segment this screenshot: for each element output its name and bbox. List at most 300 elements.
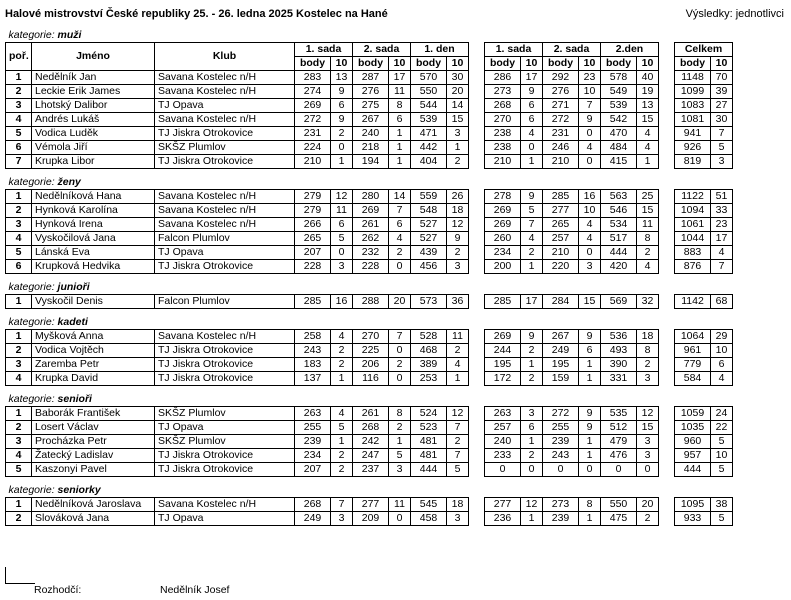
category-name: muži bbox=[57, 29, 82, 41]
set2b-body-cell: 273 bbox=[543, 498, 579, 512]
set2b-body-cell: 271 bbox=[543, 99, 579, 113]
spacer-cell bbox=[6, 274, 790, 282]
day2-body-cell: 542 bbox=[601, 113, 637, 127]
table-row bbox=[6, 155, 790, 169]
total-body-cell: 876 bbox=[675, 260, 711, 274]
spare-cell bbox=[733, 449, 790, 463]
set1-ten-cell: 2 bbox=[331, 358, 353, 372]
set2-ten-cell: 5 bbox=[389, 449, 411, 463]
set1b-ten-cell: 9 bbox=[521, 190, 543, 204]
rank-cell: 4 bbox=[6, 232, 32, 246]
club-cell: TJ Jiskra Otrokovice bbox=[155, 358, 295, 372]
set1b-ten-cell: 0 bbox=[521, 141, 543, 155]
subheader-ten: 10 bbox=[521, 57, 543, 71]
document-subtitle: Výsledky: jednotlivci bbox=[685, 8, 784, 20]
club-cell: Falcon Plumlov bbox=[155, 295, 295, 309]
set2b-ten-cell: 16 bbox=[579, 190, 601, 204]
total-body-cell: 961 bbox=[675, 344, 711, 358]
day2-body-cell: 420 bbox=[601, 260, 637, 274]
header-name: Jméno bbox=[32, 43, 155, 71]
club-cell: SKŠZ Plumlov bbox=[155, 435, 295, 449]
club-cell: Savana Kostelec n/H bbox=[155, 330, 295, 344]
gap-cell bbox=[469, 449, 485, 463]
day2-ten-cell: 19 bbox=[637, 85, 659, 99]
day2-body-cell: 484 bbox=[601, 141, 637, 155]
set2-body-cell: 194 bbox=[353, 155, 389, 169]
set2b-body-cell: 276 bbox=[543, 85, 579, 99]
club-cell: TJ Jiskra Otrokovice bbox=[155, 260, 295, 274]
gap-cell bbox=[659, 218, 675, 232]
set1b-ten-cell: 1 bbox=[521, 435, 543, 449]
club-cell: TJ Jiskra Otrokovice bbox=[155, 127, 295, 141]
spare-cell bbox=[733, 204, 790, 218]
day2-body-cell: 476 bbox=[601, 449, 637, 463]
gap-cell bbox=[469, 463, 485, 477]
day2-body-cell: 512 bbox=[601, 421, 637, 435]
set2-ten-cell: 7 bbox=[389, 330, 411, 344]
day1-body-cell: 253 bbox=[411, 372, 447, 386]
set2b-ten-cell: 1 bbox=[579, 372, 601, 386]
set1b-body-cell: 234 bbox=[485, 246, 521, 260]
day1-body-cell: 471 bbox=[411, 127, 447, 141]
set1-body-cell: 269 bbox=[295, 99, 331, 113]
total-body-cell: 926 bbox=[675, 141, 711, 155]
set2-ten-cell: 3 bbox=[389, 463, 411, 477]
set1b-body-cell: 285 bbox=[485, 295, 521, 309]
day2-body-cell: 415 bbox=[601, 155, 637, 169]
header-total: Celkem bbox=[675, 43, 733, 57]
set2b-ten-cell: 9 bbox=[579, 407, 601, 421]
day1-body-cell: 524 bbox=[411, 407, 447, 421]
set1b-ten-cell: 5 bbox=[521, 204, 543, 218]
day2-ten-cell: 40 bbox=[637, 71, 659, 85]
gap-cell bbox=[659, 190, 675, 204]
set1-body-cell: 265 bbox=[295, 232, 331, 246]
set2b-body-cell: 0 bbox=[543, 463, 579, 477]
gap-cell bbox=[659, 232, 675, 246]
spare-cell bbox=[733, 99, 790, 113]
table-row bbox=[6, 449, 790, 463]
name-cell: Krupka Libor bbox=[32, 155, 155, 169]
day1-body-cell: 573 bbox=[411, 295, 447, 309]
set1b-ten-cell: 2 bbox=[521, 449, 543, 463]
set1-body-cell: 239 bbox=[295, 435, 331, 449]
day1-body-cell: 545 bbox=[411, 498, 447, 512]
set2b-body-cell: 195 bbox=[543, 358, 579, 372]
day1-ten-cell: 36 bbox=[447, 295, 469, 309]
total-ten-cell: 70 bbox=[711, 71, 733, 85]
set2b-body-cell: 239 bbox=[543, 512, 579, 526]
day2-body-cell: 535 bbox=[601, 407, 637, 421]
set1b-body-cell: 269 bbox=[485, 330, 521, 344]
day1-ten-cell: 18 bbox=[447, 204, 469, 218]
total-ten-cell: 38 bbox=[711, 498, 733, 512]
subheader-spare bbox=[733, 57, 790, 71]
set1b-body-cell: 244 bbox=[485, 344, 521, 358]
header-club: Klub bbox=[155, 43, 295, 71]
day2-ten-cell: 15 bbox=[637, 421, 659, 435]
set2-body-cell: 287 bbox=[353, 71, 389, 85]
set2b-body-cell: 239 bbox=[543, 435, 579, 449]
table-row bbox=[6, 218, 790, 232]
set1-ten-cell: 1 bbox=[331, 372, 353, 386]
day2-body-cell: 549 bbox=[601, 85, 637, 99]
set2b-body-cell: 285 bbox=[543, 190, 579, 204]
set2-ten-cell: 17 bbox=[389, 71, 411, 85]
results-table bbox=[5, 29, 790, 526]
gap-cell bbox=[469, 113, 485, 127]
set2b-ten-cell: 0 bbox=[579, 127, 601, 141]
day1-body-cell: 559 bbox=[411, 190, 447, 204]
set1b-ten-cell: 6 bbox=[521, 421, 543, 435]
set2b-body-cell: 249 bbox=[543, 344, 579, 358]
gap-cell bbox=[659, 498, 675, 512]
day1-ten-cell: 7 bbox=[447, 449, 469, 463]
set1b-ten-cell: 2 bbox=[521, 344, 543, 358]
day1-body-cell: 389 bbox=[411, 358, 447, 372]
category-label bbox=[6, 176, 790, 190]
set2b-body-cell: 277 bbox=[543, 204, 579, 218]
day2-ten-cell: 32 bbox=[637, 295, 659, 309]
total-ten-cell: 33 bbox=[711, 204, 733, 218]
day2-body-cell: 331 bbox=[601, 372, 637, 386]
set2b-ten-cell: 3 bbox=[579, 260, 601, 274]
spare-cell bbox=[733, 232, 790, 246]
day2-ten-cell: 3 bbox=[637, 449, 659, 463]
set1b-body-cell: 238 bbox=[485, 127, 521, 141]
set2b-body-cell: 257 bbox=[543, 232, 579, 246]
total-ten-cell: 5 bbox=[711, 463, 733, 477]
set2-ten-cell: 0 bbox=[389, 344, 411, 358]
day1-ten-cell: 1 bbox=[447, 372, 469, 386]
gap-cell bbox=[469, 127, 485, 141]
set1-body-cell: 243 bbox=[295, 344, 331, 358]
total-body-cell: 1095 bbox=[675, 498, 711, 512]
rank-cell: 2 bbox=[6, 344, 32, 358]
total-ten-cell: 7 bbox=[711, 260, 733, 274]
spare-cell bbox=[733, 246, 790, 260]
set1-ten-cell: 4 bbox=[331, 407, 353, 421]
subheader-body: body bbox=[353, 57, 389, 71]
set1-body-cell: 258 bbox=[295, 330, 331, 344]
spare-cell bbox=[733, 71, 790, 85]
set2-ten-cell: 2 bbox=[389, 246, 411, 260]
set2b-ten-cell: 23 bbox=[579, 71, 601, 85]
total-ten-cell: 17 bbox=[711, 232, 733, 246]
footer-box bbox=[5, 567, 35, 584]
category-row bbox=[6, 281, 790, 295]
table-row bbox=[6, 295, 790, 309]
gap-cell bbox=[469, 512, 485, 526]
total-ten-cell: 6 bbox=[711, 358, 733, 372]
total-body-cell: 1044 bbox=[675, 232, 711, 246]
name-cell: Žatecký Ladislav bbox=[32, 449, 155, 463]
gap-cell bbox=[469, 99, 485, 113]
set2-body-cell: 206 bbox=[353, 358, 389, 372]
set2b-body-cell: 220 bbox=[543, 260, 579, 274]
spare-cell bbox=[733, 358, 790, 372]
club-cell: Savana Kostelec n/H bbox=[155, 85, 295, 99]
club-cell: TJ Jiskra Otrokovice bbox=[155, 344, 295, 358]
gap-cell bbox=[659, 141, 675, 155]
name-cell: Nedělníková Jaroslava bbox=[32, 498, 155, 512]
subheader-ten: 10 bbox=[447, 57, 469, 71]
club-cell: TJ Jiskra Otrokovice bbox=[155, 449, 295, 463]
subheader-body: body bbox=[601, 57, 637, 71]
set1-ten-cell: 5 bbox=[331, 421, 353, 435]
set2-body-cell: 209 bbox=[353, 512, 389, 526]
set1b-ten-cell: 2 bbox=[521, 246, 543, 260]
name-cell: Leckie Erik James bbox=[32, 85, 155, 99]
set1-ten-cell: 6 bbox=[331, 99, 353, 113]
category-label bbox=[6, 29, 790, 43]
day1-ten-cell: 9 bbox=[447, 232, 469, 246]
rank-cell: 4 bbox=[6, 372, 32, 386]
set2b-ten-cell: 10 bbox=[579, 204, 601, 218]
total-body-cell: 941 bbox=[675, 127, 711, 141]
gap-cell bbox=[659, 246, 675, 260]
category-name: senioři bbox=[57, 393, 92, 405]
club-cell: SKŠZ Plumlov bbox=[155, 407, 295, 421]
category-name: kadeti bbox=[57, 316, 88, 328]
table-row bbox=[6, 127, 790, 141]
set1b-body-cell: 238 bbox=[485, 141, 521, 155]
header-spare bbox=[733, 43, 790, 57]
spare-cell bbox=[733, 295, 790, 309]
set1-ten-cell: 6 bbox=[331, 218, 353, 232]
set1b-ten-cell: 4 bbox=[521, 232, 543, 246]
table-row bbox=[6, 512, 790, 526]
total-ten-cell: 39 bbox=[711, 85, 733, 99]
set1b-body-cell: 277 bbox=[485, 498, 521, 512]
category-label bbox=[6, 281, 790, 295]
set1b-ten-cell: 12 bbox=[521, 498, 543, 512]
category-prefix: kategorie: bbox=[8, 316, 55, 328]
category-prefix: kategorie: bbox=[8, 393, 55, 405]
table-row bbox=[6, 141, 790, 155]
day2-ten-cell: 4 bbox=[637, 141, 659, 155]
table-row bbox=[6, 204, 790, 218]
set2b-ten-cell: 1 bbox=[579, 449, 601, 463]
spacer-cell bbox=[6, 477, 790, 485]
name-cell: Lánská Eva bbox=[32, 246, 155, 260]
set1-body-cell: 137 bbox=[295, 372, 331, 386]
rank-cell: 5 bbox=[6, 246, 32, 260]
subheader-body: body bbox=[675, 57, 711, 71]
club-cell: Savana Kostelec n/H bbox=[155, 190, 295, 204]
total-body-cell: 883 bbox=[675, 246, 711, 260]
name-cell: Slováková Jana bbox=[32, 512, 155, 526]
gap-cell bbox=[469, 246, 485, 260]
day1-body-cell: 570 bbox=[411, 71, 447, 85]
total-body-cell: 1094 bbox=[675, 204, 711, 218]
table-row bbox=[6, 435, 790, 449]
day2-body-cell: 493 bbox=[601, 344, 637, 358]
rank-cell: 2 bbox=[6, 204, 32, 218]
gap-cell bbox=[659, 358, 675, 372]
set1-body-cell: 263 bbox=[295, 407, 331, 421]
set2-body-cell: 276 bbox=[353, 85, 389, 99]
name-cell: Vémola Jiří bbox=[32, 141, 155, 155]
set1-ten-cell: 1 bbox=[331, 435, 353, 449]
subheader-body: body bbox=[543, 57, 579, 71]
day1-ten-cell: 5 bbox=[447, 463, 469, 477]
table-row bbox=[6, 99, 790, 113]
set1-body-cell: 274 bbox=[295, 85, 331, 99]
set2b-ten-cell: 9 bbox=[579, 421, 601, 435]
set2b-ten-cell: 4 bbox=[579, 218, 601, 232]
total-body-cell: 444 bbox=[675, 463, 711, 477]
set1-body-cell: 283 bbox=[295, 71, 331, 85]
set1-body-cell: 183 bbox=[295, 358, 331, 372]
name-cell: Vodica Vojtěch bbox=[32, 344, 155, 358]
day1-ten-cell: 30 bbox=[447, 71, 469, 85]
day2-body-cell: 444 bbox=[601, 246, 637, 260]
spare-cell bbox=[733, 344, 790, 358]
day1-body-cell: 550 bbox=[411, 85, 447, 99]
total-ten-cell: 4 bbox=[711, 372, 733, 386]
rank-cell: 6 bbox=[6, 260, 32, 274]
spacer-row bbox=[6, 309, 790, 317]
gap-cell bbox=[469, 295, 485, 309]
name-cell: Kaszonyi Pavel bbox=[32, 463, 155, 477]
set1-ten-cell: 9 bbox=[331, 85, 353, 99]
club-cell: TJ Jiskra Otrokovice bbox=[155, 155, 295, 169]
club-cell: TJ Opava bbox=[155, 99, 295, 113]
header-gap bbox=[469, 43, 485, 71]
rank-cell: 4 bbox=[6, 113, 32, 127]
name-cell: Nedělník Jan bbox=[32, 71, 155, 85]
table-row bbox=[6, 246, 790, 260]
set2b-ten-cell: 1 bbox=[579, 435, 601, 449]
spare-cell bbox=[733, 141, 790, 155]
rank-cell: 1 bbox=[6, 407, 32, 421]
set1b-body-cell: 0 bbox=[485, 463, 521, 477]
set1b-body-cell: 270 bbox=[485, 113, 521, 127]
set2-ten-cell: 7 bbox=[389, 204, 411, 218]
club-cell: Savana Kostelec n/H bbox=[155, 498, 295, 512]
set1b-body-cell: 273 bbox=[485, 85, 521, 99]
set2-body-cell: 267 bbox=[353, 113, 389, 127]
spacer-row bbox=[6, 477, 790, 485]
spacer-row bbox=[6, 169, 790, 177]
header-set1: 1. sada bbox=[295, 43, 353, 57]
set2b-body-cell: 292 bbox=[543, 71, 579, 85]
set2b-body-cell: 255 bbox=[543, 421, 579, 435]
day2-body-cell: 390 bbox=[601, 358, 637, 372]
set1b-body-cell: 200 bbox=[485, 260, 521, 274]
day1-body-cell: 481 bbox=[411, 435, 447, 449]
set2b-body-cell: 272 bbox=[543, 113, 579, 127]
set2-body-cell: 228 bbox=[353, 260, 389, 274]
set2b-ten-cell: 0 bbox=[579, 246, 601, 260]
gap-cell bbox=[469, 85, 485, 99]
gap-cell bbox=[659, 421, 675, 435]
referee-name: Nedělník Josef bbox=[160, 584, 230, 596]
set1-ten-cell: 7 bbox=[331, 498, 353, 512]
set2-ten-cell: 2 bbox=[389, 358, 411, 372]
club-cell: TJ Opava bbox=[155, 512, 295, 526]
day2-ten-cell: 8 bbox=[637, 232, 659, 246]
set1-body-cell: 272 bbox=[295, 113, 331, 127]
total-ten-cell: 68 bbox=[711, 295, 733, 309]
set2-body-cell: 242 bbox=[353, 435, 389, 449]
day2-body-cell: 475 bbox=[601, 512, 637, 526]
total-ten-cell: 5 bbox=[711, 435, 733, 449]
subheader-body: body bbox=[485, 57, 521, 71]
set1-body-cell: 234 bbox=[295, 449, 331, 463]
gap-cell bbox=[659, 155, 675, 169]
subheader-ten: 10 bbox=[331, 57, 353, 71]
day1-body-cell: 548 bbox=[411, 204, 447, 218]
day1-ten-cell: 12 bbox=[447, 407, 469, 421]
set2-body-cell: 261 bbox=[353, 407, 389, 421]
name-cell: Vyskočilová Jana bbox=[32, 232, 155, 246]
set1-body-cell: 255 bbox=[295, 421, 331, 435]
rank-cell: 3 bbox=[6, 435, 32, 449]
set1-ten-cell: 9 bbox=[331, 113, 353, 127]
total-ten-cell: 27 bbox=[711, 99, 733, 113]
gap-cell bbox=[659, 260, 675, 274]
spacer-cell bbox=[6, 386, 790, 394]
set2-ten-cell: 1 bbox=[389, 141, 411, 155]
set2b-ten-cell: 9 bbox=[579, 113, 601, 127]
header-day2: 2.den bbox=[601, 43, 659, 57]
total-ten-cell: 22 bbox=[711, 421, 733, 435]
day2-body-cell: 470 bbox=[601, 127, 637, 141]
set2b-body-cell: 243 bbox=[543, 449, 579, 463]
set1b-body-cell: 257 bbox=[485, 421, 521, 435]
rank-cell: 1 bbox=[6, 330, 32, 344]
day2-ten-cell: 0 bbox=[637, 463, 659, 477]
set2-body-cell: 240 bbox=[353, 127, 389, 141]
day2-ten-cell: 11 bbox=[637, 218, 659, 232]
day1-ten-cell: 7 bbox=[447, 421, 469, 435]
name-cell: Zaremba Petr bbox=[32, 358, 155, 372]
total-body-cell: 960 bbox=[675, 435, 711, 449]
rank-cell: 7 bbox=[6, 155, 32, 169]
set2-body-cell: 268 bbox=[353, 421, 389, 435]
set2-body-cell: 270 bbox=[353, 330, 389, 344]
set2b-ten-cell: 10 bbox=[579, 85, 601, 99]
total-ten-cell: 10 bbox=[711, 344, 733, 358]
category-row bbox=[6, 176, 790, 190]
gap-cell bbox=[469, 358, 485, 372]
gap-cell bbox=[469, 435, 485, 449]
total-ten-cell: 5 bbox=[711, 512, 733, 526]
table-row bbox=[6, 421, 790, 435]
total-ten-cell: 4 bbox=[711, 246, 733, 260]
set2b-ten-cell: 4 bbox=[579, 232, 601, 246]
club-cell: SKŠZ Plumlov bbox=[155, 141, 295, 155]
day2-ten-cell: 25 bbox=[637, 190, 659, 204]
day1-body-cell: 527 bbox=[411, 218, 447, 232]
set1b-ten-cell: 7 bbox=[521, 218, 543, 232]
name-cell: Losert Václav bbox=[32, 421, 155, 435]
gap-cell bbox=[469, 498, 485, 512]
set1-body-cell: 268 bbox=[295, 498, 331, 512]
name-cell: Krupková Hedvika bbox=[32, 260, 155, 274]
spare-cell bbox=[733, 372, 790, 386]
set2b-ten-cell: 8 bbox=[579, 498, 601, 512]
set1-ten-cell: 3 bbox=[331, 260, 353, 274]
set1b-ten-cell: 2 bbox=[521, 372, 543, 386]
total-body-cell: 779 bbox=[675, 358, 711, 372]
set2-body-cell: 288 bbox=[353, 295, 389, 309]
day2-ten-cell: 2 bbox=[637, 358, 659, 372]
day2-body-cell: 569 bbox=[601, 295, 637, 309]
total-body-cell: 933 bbox=[675, 512, 711, 526]
